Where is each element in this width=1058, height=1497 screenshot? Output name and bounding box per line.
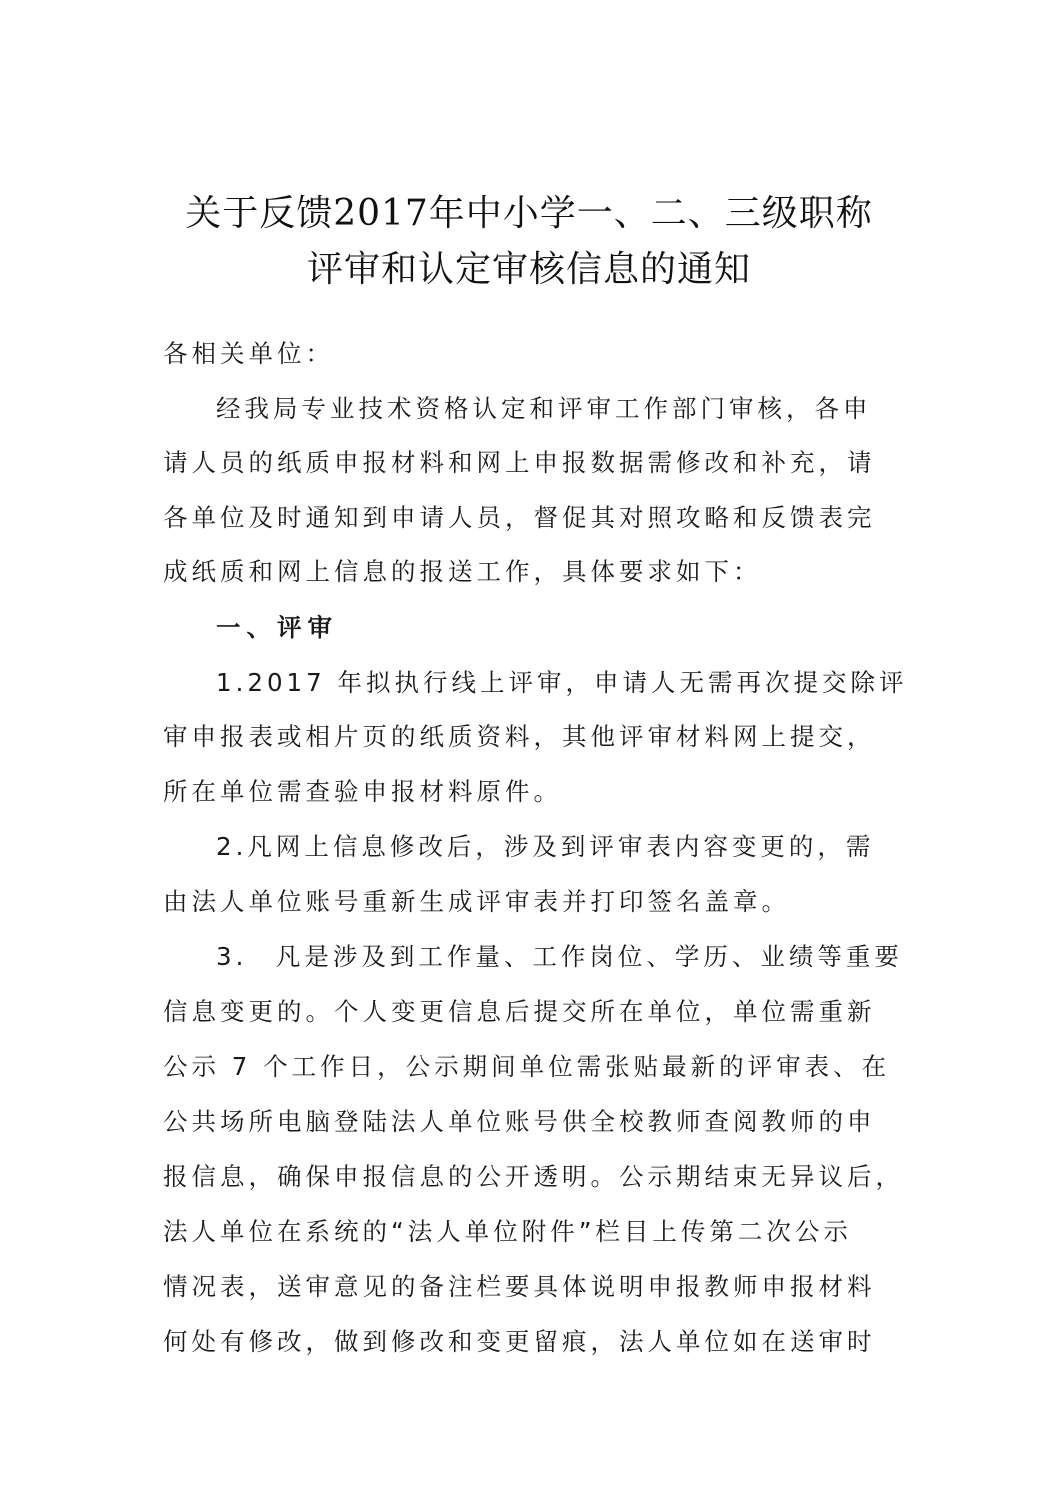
item-1-line-2: 审申报表或相片页的纸质资料，其他评审材料网上提交，	[163, 722, 876, 751]
item-2-line-2: 由法人单位账号重新生成评审表并打印签名盖章。	[163, 887, 790, 916]
item-3-line-1: 3. 凡是涉及到工作量、工作岗位、学历、业绩等重要	[216, 942, 903, 971]
intro-line-4: 成纸质和网上信息的报送工作，具体要求如下：	[163, 557, 762, 586]
item-3-line-8: 何处有修改，做到修改和变更留痕，法人单位如在送审时	[163, 1327, 876, 1356]
item-1-line-1: 1.2017 年拟执行线上评审，申请人无需再次提交除评	[216, 668, 908, 697]
intro-line-3: 各单位及时通知到申请人员，督促其对照攻略和反馈表完	[163, 503, 876, 532]
document-title-line-1: 关于反馈2017年中小学一、二、三级职称	[185, 193, 873, 234]
intro-line-2: 请人员的纸质申报材料和网上申报数据需修改和补充，请	[163, 448, 876, 477]
item-2-line-1: 2.凡网上信息修改后，涉及到评审表内容变更的，需	[216, 832, 875, 861]
section-heading-review: 一、评审	[216, 613, 338, 642]
item-3-line-6: 法人单位在系统的“法人单位附件”栏目上传第二次公示	[163, 1217, 852, 1246]
item-3-line-7: 情况表，送审意见的备注栏要具体说明申报教师申报材料	[163, 1272, 876, 1301]
intro-line-1: 经我局专业技术资格认定和评审工作部门审核，各申	[216, 394, 872, 423]
item-3-line-2: 信息变更的。个人变更信息后提交所在单位，单位需重新	[163, 997, 876, 1026]
item-3-line-5: 报信息，确保申报信息的公开透明。公示期结束无异议后，	[163, 1162, 904, 1191]
document-title-line-2: 评审和认定审核信息的通知	[306, 249, 751, 290]
item-3-line-3: 公示 7 个工作日，公示期间单位需张贴最新的评审表、在	[163, 1052, 891, 1081]
item-1-line-3: 所在单位需查验申报材料原件。	[163, 777, 562, 806]
salutation: 各相关单位：	[163, 339, 334, 368]
item-3-line-4: 公共场所电脑登陆法人单位账号供全校教师查阅教师的申	[163, 1107, 876, 1136]
